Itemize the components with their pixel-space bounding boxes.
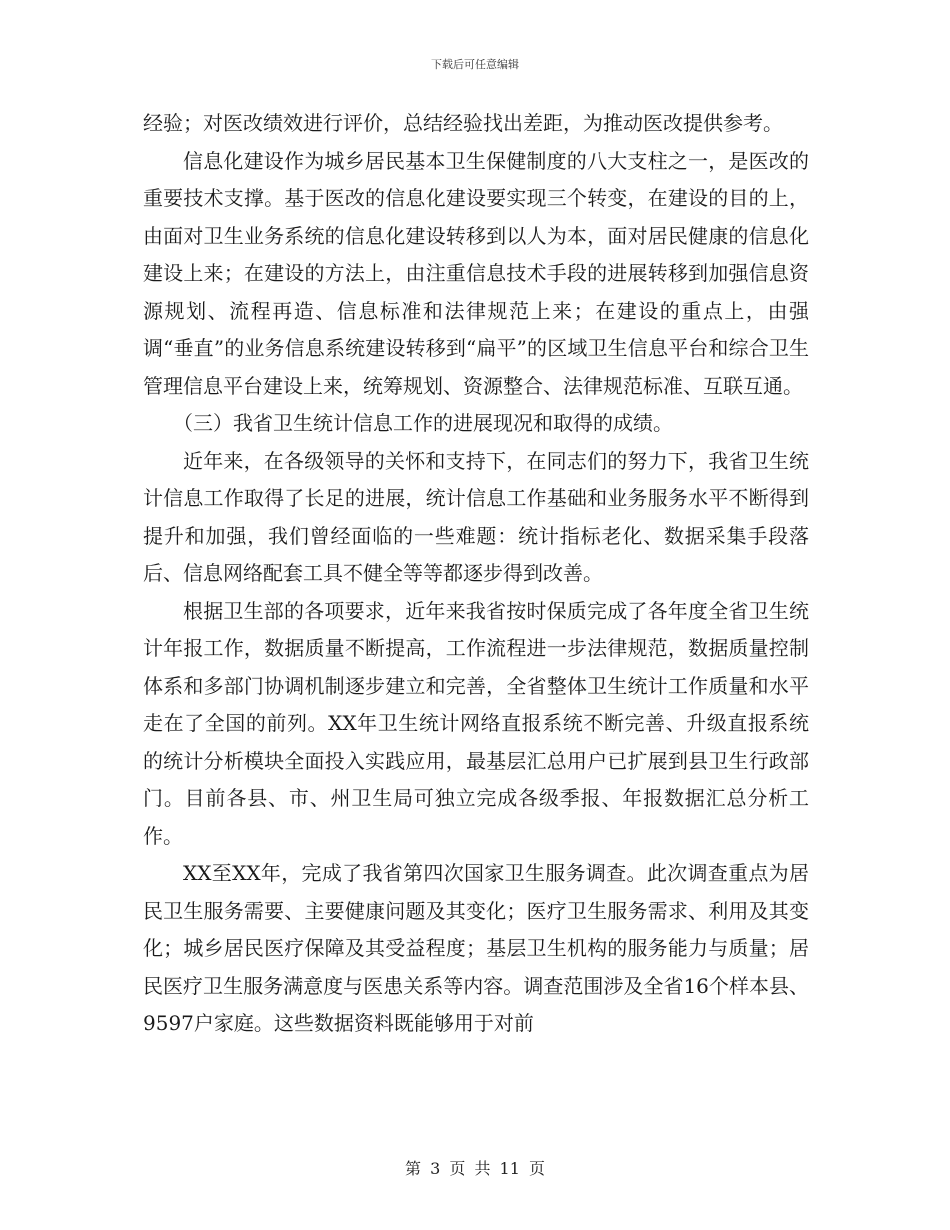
paragraph-continuation: 经验；对医改绩效进行评价，总结经验找出差距，为推动医改提供参考。 (143, 111, 783, 135)
paragraph-survey: XX至XX年，完成了我省第四次国家卫生服务调查。此次调查重点为居民卫生服务需要、主要健康问题及其变化；医疗卫生服务需求、利用及其变化；城乡居民医疗保障及其受益程度；基层卫生机构的服务能力与质量；居民医疗卫生服务满意度与医患关系等内容。调查范围涉及全省16个样本县、9597户家庭。这些数据资料既能够用于对前 (143, 861, 809, 1035)
page-number-footer: 第 3 页 共 11 页 (405, 1159, 545, 1178)
paragraph-informatization: 信息化建设作为城乡居民基本卫生保健制度的八大支柱之一，是医改的重要技术支撑。基于医改的信息化建设要实现三个转变，在建设的目的上，由面对卫生业务系统的信息化建设转移到以人为本，面对居民健康的信息化建设上来；在建设的方法上，由注重信息技术手段的进展转移到加强信息资源规划、流程再造、信息标准和法律规范上来；在建设的重点上，由强调“垂直”的业务信息系统建设转移到“扁平”的区域卫生信息平台和综合卫生管理信息平台建设上来，统筹规划、资源整合、法律规范标准、互联互通。 (143, 148, 809, 398)
header-note: 下载后可任意编辑 (431, 58, 519, 71)
section-heading: （三）我省卫生统计信息工作的进展现况和取得的成绩。 (173, 411, 673, 435)
document-body (143, 105, 809, 1043)
paragraph-annual-report: 根据卫生部的各项要求，近年来我省按时保质完成了各年度全省卫生统计年报工作，数据质量不断提高，工作流程进一步法律规范，数据质量控制体系和多部门协调机制逐步建立和完善，全省整体卫生统计工作质量和水平走在了全国的前列。XX年卫生统计网络直报系统不断完善、升级直报系统的统计分析模块全面投入实践应用，最基层汇总用户已扩展到县卫生行政部门。目前各县、市、州卫生局可独立完成各级季报、年报数据汇总分析工作。 (143, 598, 809, 848)
paragraph-progress: 近年来，在各级领导的关怀和支持下，在同志们的努力下，我省卫生统计信息工作取得了长足的进展，统计信息工作基础和业务服务水平不断得到提升和加强，我们曾经面临的一些难题：统计指标老化、数据采集手段落后、信息网络配套工具不健全等等都逐步得到改善。 (143, 448, 809, 585)
